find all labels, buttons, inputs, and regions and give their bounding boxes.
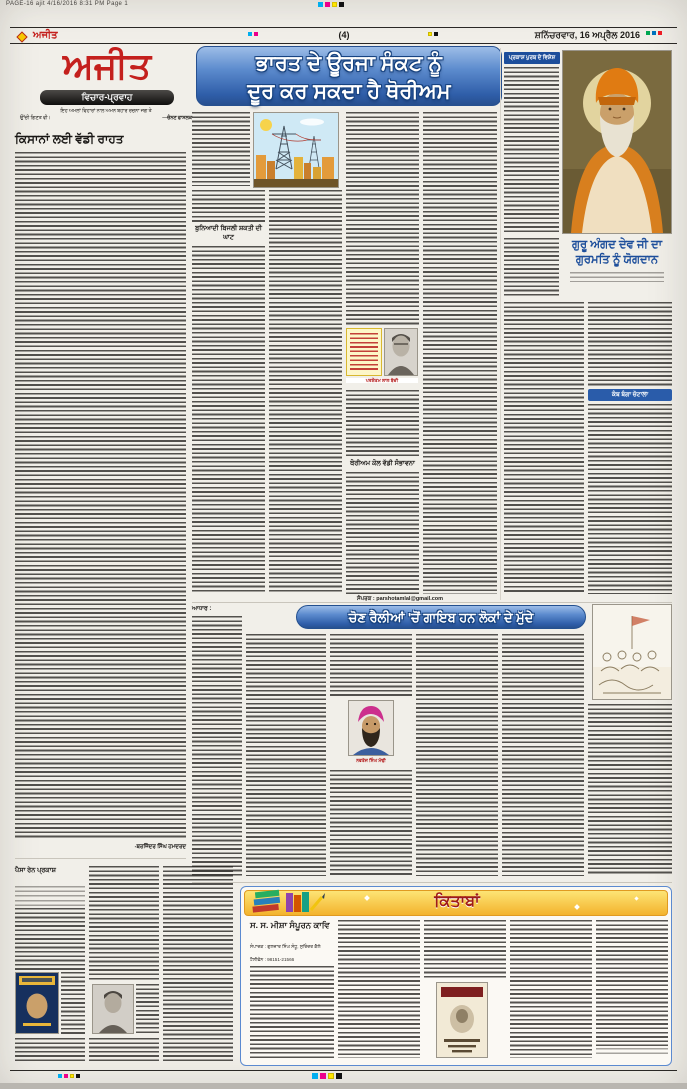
body-text-block xyxy=(423,112,497,594)
scan-edge-strip xyxy=(0,1083,687,1089)
body-text-block xyxy=(338,920,420,1058)
reg-yellow-icon xyxy=(332,2,337,7)
author-portrait-photo xyxy=(384,328,418,376)
guru-angad-dev-painting xyxy=(562,50,672,234)
body-text-block xyxy=(192,190,265,222)
reg-cyan-icon xyxy=(318,2,323,7)
masthead-tagline-line2: ਉੱਚੀ ਗਿਣਤ ਵੀ। xyxy=(20,116,51,121)
body-text-block xyxy=(588,404,672,594)
book-review-phone: ਟੈਲੀਫੋਨ : 98151-21566 xyxy=(250,957,295,962)
guru-headline xyxy=(562,238,672,268)
reg-yellow-icon xyxy=(70,1074,74,1078)
reg-black-icon xyxy=(339,2,344,7)
book-review-editors: ਸੰਪਾਦਕ : ਗੁਲਜ਼ਾਰ ਸਿੰਘ ਸੰਧੂ, ਸੁਰਿੰਦਰ ਕੈਲੇ xyxy=(250,944,321,949)
reg-magenta-icon xyxy=(320,1073,326,1079)
pullquote-author: ਪਰਸ਼ੋਤਮ ਲਾਲ ਬੇਦੀ xyxy=(346,378,418,383)
masthead-section-bar: ਵਿਚਾਰ-ਪ੍ਰਵਾਹ xyxy=(40,90,174,105)
books-banner-illustration xyxy=(248,888,326,916)
energy-subhead-2: ਥੋਰੀਅਮ ਕੋਲ ਵੱਡੀ ਸੰਭਾਵਨਾ xyxy=(350,460,415,467)
body-text-block xyxy=(192,112,250,186)
body-text-block xyxy=(250,966,334,1058)
lead-headline-line1: ਭਾਰਤ ਦੇ ਊਰਜਾ ਸੰਕਟ ਨੂੰ xyxy=(256,52,442,75)
guru-kicker: ਪ੍ਰਕਾਸ਼ ਪੁਰਬ ਦੇ ਵਿਸ਼ੇਸ਼ xyxy=(504,52,560,64)
reg-black-icon xyxy=(336,1073,342,1079)
navtej-singh-photo xyxy=(348,700,394,756)
masthead-title: ਅਜੀਤ xyxy=(62,45,152,86)
reg-magenta-icon xyxy=(254,32,258,36)
body-text-block xyxy=(502,634,584,876)
header-brand xyxy=(16,30,58,41)
check-red-icon xyxy=(658,31,662,35)
farmers-author: -ਬਰਜਿੰਦਰ ਸਿੰਘ ਹਮਦਰਦ xyxy=(134,844,186,850)
body-text-block xyxy=(596,920,668,1046)
energy-subhead-1: ਬੁਨਿਆਦੀ ਬਿਜਲੀ ਸ਼ਕਤੀ ਦੀ ਘਾਟ xyxy=(195,225,262,241)
body-text-block xyxy=(504,302,584,594)
body-text-block xyxy=(89,866,159,980)
print-info-line: PAGE-16 ajit 4/16/2016 8:31 PM Page 1 xyxy=(6,1,129,7)
body-text-block xyxy=(136,984,159,1034)
body-text-block xyxy=(330,634,412,696)
check-blue-icon xyxy=(652,31,656,35)
rally-photo-caption: ਨਵਤੇਜ ਸਿੰਘ ਮੱਢੀ xyxy=(356,758,386,763)
books-banner-title: ਕਿਤਾਬਾਂ xyxy=(434,893,480,910)
body-text-block xyxy=(588,704,672,876)
body-text-block xyxy=(346,112,419,326)
book-cover-misha xyxy=(436,982,488,1058)
book-cover-photo xyxy=(15,972,59,1034)
pullquote-box xyxy=(346,328,382,376)
masthead-tagline-line1: ਇਹ ਅਮਲਾਂ ਵਿਹਾਰਾਂ ਨਾਲ ਅਮਨ ਬਹਾਰ ਰਚਨਾ ਜਗ ਤੇ xyxy=(60,109,152,114)
guru-headline-line2: ਗੁਰਮਤਿ ਨੂੰ ਯੋਗਦਾਨ xyxy=(575,254,659,266)
body-text-block xyxy=(192,246,265,594)
masthead-tagline-row xyxy=(20,115,192,121)
section-divider xyxy=(192,602,672,603)
body-text-block xyxy=(246,634,326,876)
guru-subhead: ਕੰਬ ਬੰਗਾ ਚੋਟਾਲਾ xyxy=(588,389,672,401)
body-text-block xyxy=(15,908,85,970)
edition-date: ਸ਼ਨਿੱਚਰਵਾਰ, 16 ਅਪ੍ਰੈਲ 2016 xyxy=(534,30,640,40)
bottom-left-review-title: ਪੈਸਾ ਰੇਨ ਪ੍ਰਕਾਸ਼ xyxy=(15,867,56,874)
lead-headline-box xyxy=(196,46,502,106)
body-text-block xyxy=(424,920,506,978)
body-text-block xyxy=(89,1038,159,1064)
masthead-tagline-author: —ਚੰਨਣ ਫਾਸਲਕ xyxy=(162,116,192,121)
body-text-block xyxy=(163,866,233,1062)
reg-magenta-icon xyxy=(64,1074,68,1078)
registration-marks-top xyxy=(318,2,346,20)
reg-cyan-icon xyxy=(248,32,252,36)
sparkle-icon xyxy=(634,896,638,900)
review-contact-line xyxy=(596,1048,668,1056)
reg-cyan-icon xyxy=(58,1074,62,1078)
body-text-block xyxy=(192,616,242,876)
body-text-block xyxy=(61,972,85,1034)
header-rule-top xyxy=(10,27,677,28)
power-grid-illustration xyxy=(253,112,339,188)
section-divider xyxy=(192,882,672,883)
farmers-headline: ਕਿਸਾਨਾਂ ਲਈ ਵੱਡੀ ਰਾਹਤ xyxy=(15,132,124,146)
divider xyxy=(15,858,186,859)
body-text-block xyxy=(346,472,419,594)
body-text-block xyxy=(346,390,419,458)
book-review-title: ਸ. ਸ. ਮੀਸ਼ਾ ਸੰਪੂਰਨ ਕਾਵਿ xyxy=(250,920,330,930)
reg-black-icon xyxy=(434,32,438,36)
footer-rule xyxy=(10,1070,677,1071)
body-text-block xyxy=(504,67,559,234)
farmers-body-text xyxy=(15,152,186,840)
brand-diamond-icon xyxy=(16,31,27,42)
body-text-block xyxy=(588,302,672,386)
review-meta-lines xyxy=(15,886,85,906)
reg-yellow-icon xyxy=(328,1073,334,1079)
reg-cyan-icon xyxy=(312,1073,318,1079)
energy-contact-line: ਸੰਪਰਕ : parshotamlal@gmail.com xyxy=(356,596,444,602)
reg-black-icon xyxy=(76,1074,80,1078)
election-headline: ਚੋਣ ਰੈਲੀਆਂ 'ਚੋਂ ਗਾਇਬ ਹਨ ਲੋਕਾਂ ਦੇ ਮੁੱਦੇ xyxy=(296,605,586,629)
reg-magenta-icon xyxy=(325,2,330,7)
pullquote-text xyxy=(350,333,378,371)
color-check-squares xyxy=(646,31,664,49)
rally-sketch-illustration xyxy=(592,604,672,700)
body-text-block xyxy=(504,238,559,298)
lead-headline-line2: ਦੂਰ ਕਰ ਸਕਦਾ ਹੈ ਥੋਰੀਅਮ xyxy=(247,80,451,103)
reg-yellow-icon xyxy=(428,32,432,36)
body-text-block xyxy=(269,190,342,594)
continuation-lead: ਆਧਾਰ : xyxy=(192,606,212,612)
body-text-block xyxy=(510,920,592,1058)
body-text-block xyxy=(15,1038,85,1064)
brand-name: ਅਜੀਤ xyxy=(33,30,58,41)
body-text-block xyxy=(330,770,412,876)
column-rule xyxy=(500,48,501,600)
guru-byline xyxy=(570,272,664,282)
guru-headline-line1: ਗੁਰੂ ਅੰਗਦ ਦੇਵ ਜੀ ਦਾ xyxy=(571,239,663,251)
body-text-block xyxy=(416,634,498,876)
author-photo xyxy=(92,984,134,1034)
sparkle-icon xyxy=(574,904,580,910)
check-green-icon xyxy=(646,31,650,35)
page-number: (4) xyxy=(338,30,350,40)
